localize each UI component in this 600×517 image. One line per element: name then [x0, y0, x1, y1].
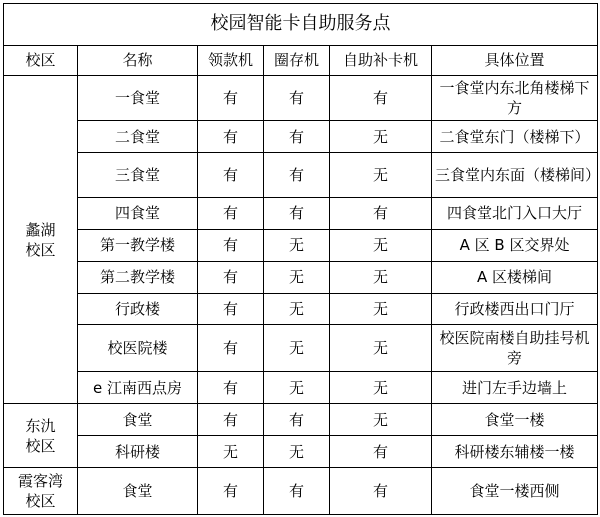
row-name: 三食堂 [78, 153, 198, 198]
campus-xiakewan: 霞客湾 校区 [4, 468, 78, 515]
row-location: 食堂一楼西侧 [432, 468, 598, 515]
row-reissue: 无 [330, 325, 432, 372]
row-load: 无 [264, 436, 330, 468]
row-reissue: 有 [330, 197, 432, 229]
row-location: A 区 B 区交界处 [432, 229, 598, 261]
row-location: A 区楼梯间 [432, 261, 598, 293]
campus-lihu: 蠡湖 校区 [4, 76, 78, 404]
row-reissue: 无 [330, 261, 432, 293]
row-name: 第一教学楼 [78, 229, 198, 261]
row-reissue: 无 [330, 153, 432, 198]
row-atm: 有 [198, 197, 264, 229]
row-name: 四食堂 [78, 197, 198, 229]
row-name: 校医院楼 [78, 325, 198, 372]
row-load: 有 [264, 404, 330, 436]
row-reissue: 有 [330, 468, 432, 515]
row-location: 一食堂内东北角楼梯下方 [432, 76, 598, 121]
row-atm: 有 [198, 468, 264, 515]
row-load: 有 [264, 121, 330, 153]
row-atm: 有 [198, 153, 264, 198]
row-load: 无 [264, 325, 330, 372]
row-name: 二食堂 [78, 121, 198, 153]
row-load: 有 [264, 153, 330, 198]
row-load: 无 [264, 229, 330, 261]
row-location: 食堂一楼 [432, 404, 598, 436]
row-reissue: 无 [330, 404, 432, 436]
row-load: 有 [264, 468, 330, 515]
row-location: 校医院南楼自助挂号机旁 [432, 325, 598, 372]
header-campus: 校区 [4, 45, 78, 76]
row-atm: 有 [198, 121, 264, 153]
row-load: 有 [264, 76, 330, 121]
header-atm: 领款机 [198, 45, 264, 76]
row-name: 食堂 [78, 468, 198, 515]
header-location: 具体位置 [432, 45, 598, 76]
header-reissue: 自助补卡机 [330, 45, 432, 76]
table-title: 校园智能卡自助服务点 [4, 4, 598, 46]
row-load: 无 [264, 261, 330, 293]
row-location: 科研楼东辅楼一楼 [432, 436, 598, 468]
row-name: 科研楼 [78, 436, 198, 468]
row-name: 食堂 [78, 404, 198, 436]
row-reissue: 有 [330, 436, 432, 468]
campus-dongjiu: 东氿 校区 [4, 404, 78, 468]
service-point-table [3, 3, 598, 515]
row-reissue: 无 [330, 121, 432, 153]
row-atm: 无 [198, 436, 264, 468]
row-name: e 江南西点房 [78, 372, 198, 404]
header-name: 名称 [78, 45, 198, 76]
row-reissue: 无 [330, 293, 432, 325]
row-name: 一食堂 [78, 76, 198, 121]
row-atm: 有 [198, 76, 264, 121]
row-load: 无 [264, 293, 330, 325]
row-name: 第二教学楼 [78, 261, 198, 293]
row-location: 三食堂内东面（楼梯间） [432, 153, 598, 198]
header-load: 圈存机 [264, 45, 330, 76]
row-location: 四食堂北门入口大厅 [432, 197, 598, 229]
row-location: 行政楼西出口门厅 [432, 293, 598, 325]
row-name: 行政楼 [78, 293, 198, 325]
row-atm: 有 [198, 229, 264, 261]
row-atm: 有 [198, 325, 264, 372]
row-load: 无 [264, 372, 330, 404]
row-atm: 有 [198, 372, 264, 404]
row-location: 二食堂东门（楼梯下） [432, 121, 598, 153]
row-reissue: 无 [330, 372, 432, 404]
row-reissue: 无 [330, 229, 432, 261]
row-load: 有 [264, 197, 330, 229]
row-reissue: 有 [330, 76, 432, 121]
row-atm: 有 [198, 404, 264, 436]
row-location: 进门左手边墙上 [432, 372, 598, 404]
row-atm: 有 [198, 261, 264, 293]
row-atm: 有 [198, 293, 264, 325]
